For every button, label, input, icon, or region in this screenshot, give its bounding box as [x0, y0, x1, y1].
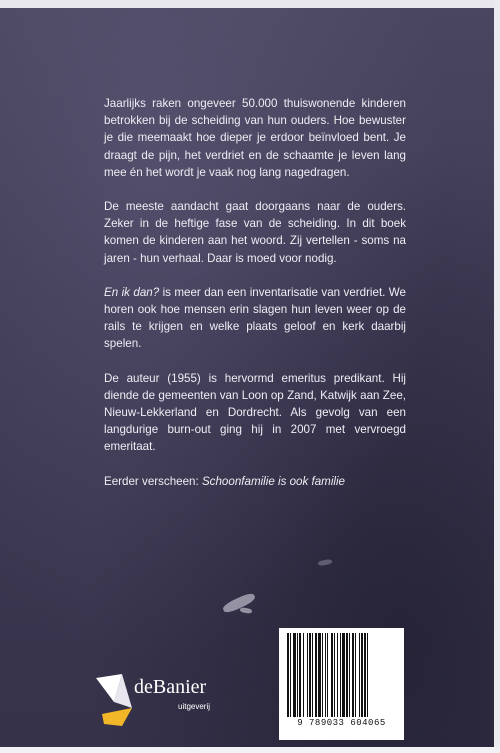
blurb-paragraph-1: Jaarlijks raken ongeveer 50.000 thuiswonende kinderen betrokken bij de scheiding van hun ouders. Hoe bewuster je die meemaakt hoe dieper je erdoor beïnvloed bent. Je draagt de pijn, het verdriet en de schaamte je leven lang mee én het wordt je vaak nog lang nagedragen.	[104, 97, 406, 179]
scan-edge-bottom	[0, 747, 500, 753]
author-bio: De auteur (1955) is hervormd emeritus predikant. Hij diende de gemeenten van Loon op Zand, Katwijk aan Zee, Nieuw-Lekkerland en Dordrecht. Als gevolg van een langdurige burn-out ging hij in 2007 met vervroegd emeritaat.	[104, 371, 406, 454]
isbn-number: 9 789033 604065	[297, 718, 386, 728]
scan-edge-top	[0, 0, 500, 8]
publisher-subtitle: uitgeverij	[178, 702, 211, 711]
blurb-text	[104, 95, 406, 507]
previous-work	[104, 473, 406, 490]
publisher-logo	[92, 672, 252, 728]
blurb-paragraph-3-text: is meer dan een inventarisatie van verdriet. We horen ook hoe mensen erin slagen hun leven weer op de rails te krijgen en welke plaats geloof en kerk daarbij spelen.	[104, 285, 406, 351]
barcode-label	[279, 628, 404, 740]
publisher-flag-icon	[92, 672, 136, 726]
previous-work-title: Schoonfamilie is ook familie	[201, 474, 346, 488]
cover-scuff	[240, 607, 253, 614]
barcode-icon	[285, 633, 398, 717]
blurb-paragraph-2: De meeste aandacht gaat doorgaans naar de ouders. Zeker in de heftige fase van de scheiding. In dit boek komen de kinderen aan het woord. Zij vertellen - soms na jaren - hun verhaal. Daar is moed voor nodig.	[104, 200, 406, 265]
previous-work-label: Eerder verscheen:	[104, 474, 202, 488]
blurb-paragraph-3	[104, 284, 406, 353]
cover-scuff	[318, 559, 333, 566]
scan-edge-right	[494, 0, 500, 753]
book-title: En ik dan?	[104, 285, 160, 299]
publisher-name: deBanier	[134, 676, 207, 698]
